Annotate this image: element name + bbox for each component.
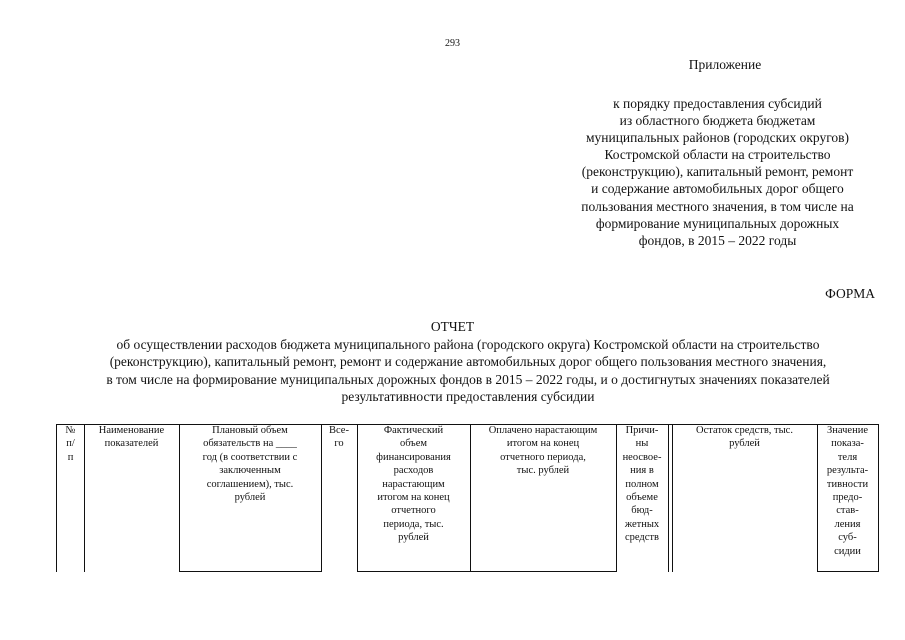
header-text: объем (399, 438, 428, 450)
header-text: теля (837, 451, 858, 463)
header-indicator-name (84, 424, 179, 572)
column-divider (817, 424, 818, 572)
header-text: рублей (398, 532, 429, 544)
header-text: п/ (66, 438, 75, 450)
header-indicator-value (817, 424, 878, 572)
report-table (0, 424, 905, 572)
header-text: Плановый объем (212, 425, 288, 436)
header-text: средств (625, 532, 659, 544)
header-text: полном (625, 478, 659, 490)
appendix-text (545, 95, 890, 249)
header-text: став- (836, 505, 859, 517)
header-text: рублей (234, 492, 266, 504)
header-number (57, 424, 84, 572)
cell-bottom-border (179, 571, 321, 572)
header-text: заключенным (219, 465, 281, 477)
report-line: в том числе на формирование муниципальных дорожных фондов в 2015 – 2022 годы, и о достигнутых значениях показателей (106, 371, 830, 387)
header-text: рублей (729, 438, 760, 450)
report-line: (реконструкцию), капитальный ремонт, ремонт и содержание автомобильных дорог общего пользования местного значения, (109, 354, 827, 370)
header-text: соглашением), тыс. (206, 478, 294, 490)
header-text: Остаток средств, тыс. (696, 425, 793, 436)
appendix-line: муниципальных районов (городских округов) (585, 130, 850, 146)
column-divider (179, 424, 180, 572)
header-reasons (616, 424, 668, 572)
report-subtitle (50, 336, 886, 406)
header-text: тыс. рублей (516, 465, 570, 477)
header-text: результа- (826, 465, 869, 477)
header-text: финансирования (376, 451, 451, 463)
header-text: итогом на конец (506, 438, 580, 450)
appendix-line: пользования местного значения, в том числе на (581, 198, 854, 214)
header-text: год (в соответствии с (202, 451, 298, 463)
page-number: 293 (445, 38, 460, 49)
cell-bottom-border (817, 571, 879, 572)
header-text: Значение (827, 425, 868, 436)
header-text: го (334, 438, 344, 450)
column-divider (616, 424, 617, 572)
header-text: периода, тыс. (383, 518, 444, 530)
appendix-line: и содержание автомобильных дорог общего (591, 181, 844, 197)
column-divider (321, 424, 322, 572)
cell-bottom-border (470, 571, 616, 572)
appendix-line: Костромской области на строительство (604, 147, 831, 163)
column-divider (470, 424, 471, 572)
header-text: № (65, 425, 76, 436)
cell-bottom-border (357, 571, 470, 572)
header-text: Фактический (383, 425, 444, 436)
appendix-line: к порядку предоставления субсидий (613, 96, 822, 111)
header-text: Наименование (98, 425, 165, 436)
header-text: тивности (826, 478, 869, 490)
header-text: Все- (329, 425, 349, 436)
column-divider (84, 424, 85, 572)
column-divider (357, 424, 358, 572)
header-text: Оплачено нарастающим (488, 425, 598, 436)
header-text: п (67, 451, 74, 463)
header-remaining-funds (672, 424, 817, 572)
header-text: показателей (104, 438, 159, 450)
report-line: результативности предоставления субсидии (341, 389, 595, 405)
header-text: ны (635, 438, 649, 450)
header-planned-obligations (179, 424, 321, 572)
header-text: итогом на конец (377, 492, 450, 504)
forma-label: ФОРМА (825, 286, 875, 301)
report-line: об осуществлении расходов бюджета муниципального района (городского округа) Костромской области на строительство (116, 337, 820, 352)
appendix-line: (реконструкцию), капитальный ремонт, ремонт (581, 164, 854, 180)
column-divider (672, 424, 673, 572)
appendix-line: из областного бюджета бюджетам (619, 113, 816, 129)
column-divider (668, 424, 669, 572)
header-total (321, 424, 357, 572)
header-text: отчетного (391, 505, 436, 517)
header-text: предо- (832, 492, 863, 504)
header-text: сидии (834, 545, 861, 557)
header-text: показа- (831, 438, 864, 450)
appendix-line: фондов, в 2015 – 2022 годы (638, 232, 797, 248)
header-text: неосвое- (622, 451, 662, 463)
appendix-title: Приложение (688, 57, 762, 72)
header-text: ления (834, 518, 861, 530)
header-actual-financing (357, 424, 470, 572)
header-text: объеме (626, 492, 658, 504)
column-divider (56, 424, 57, 572)
header-text: суб- (838, 532, 857, 544)
header-paid-cumulative (470, 424, 616, 572)
header-text: отчетного периода, (500, 451, 586, 463)
header-text: расходов (393, 465, 434, 477)
column-divider (878, 424, 879, 572)
header-text: обязательств на ____ (203, 438, 297, 450)
header-text: ния в (630, 465, 654, 477)
header-text: нарастающим (382, 478, 445, 490)
header-text: бюд- (631, 505, 653, 517)
appendix-line: формирование муниципальных дорожных (595, 215, 840, 231)
report-title: ОТЧЕТ (430, 319, 475, 334)
header-text: жетных (624, 518, 660, 530)
header-text: Причи- (625, 425, 659, 436)
